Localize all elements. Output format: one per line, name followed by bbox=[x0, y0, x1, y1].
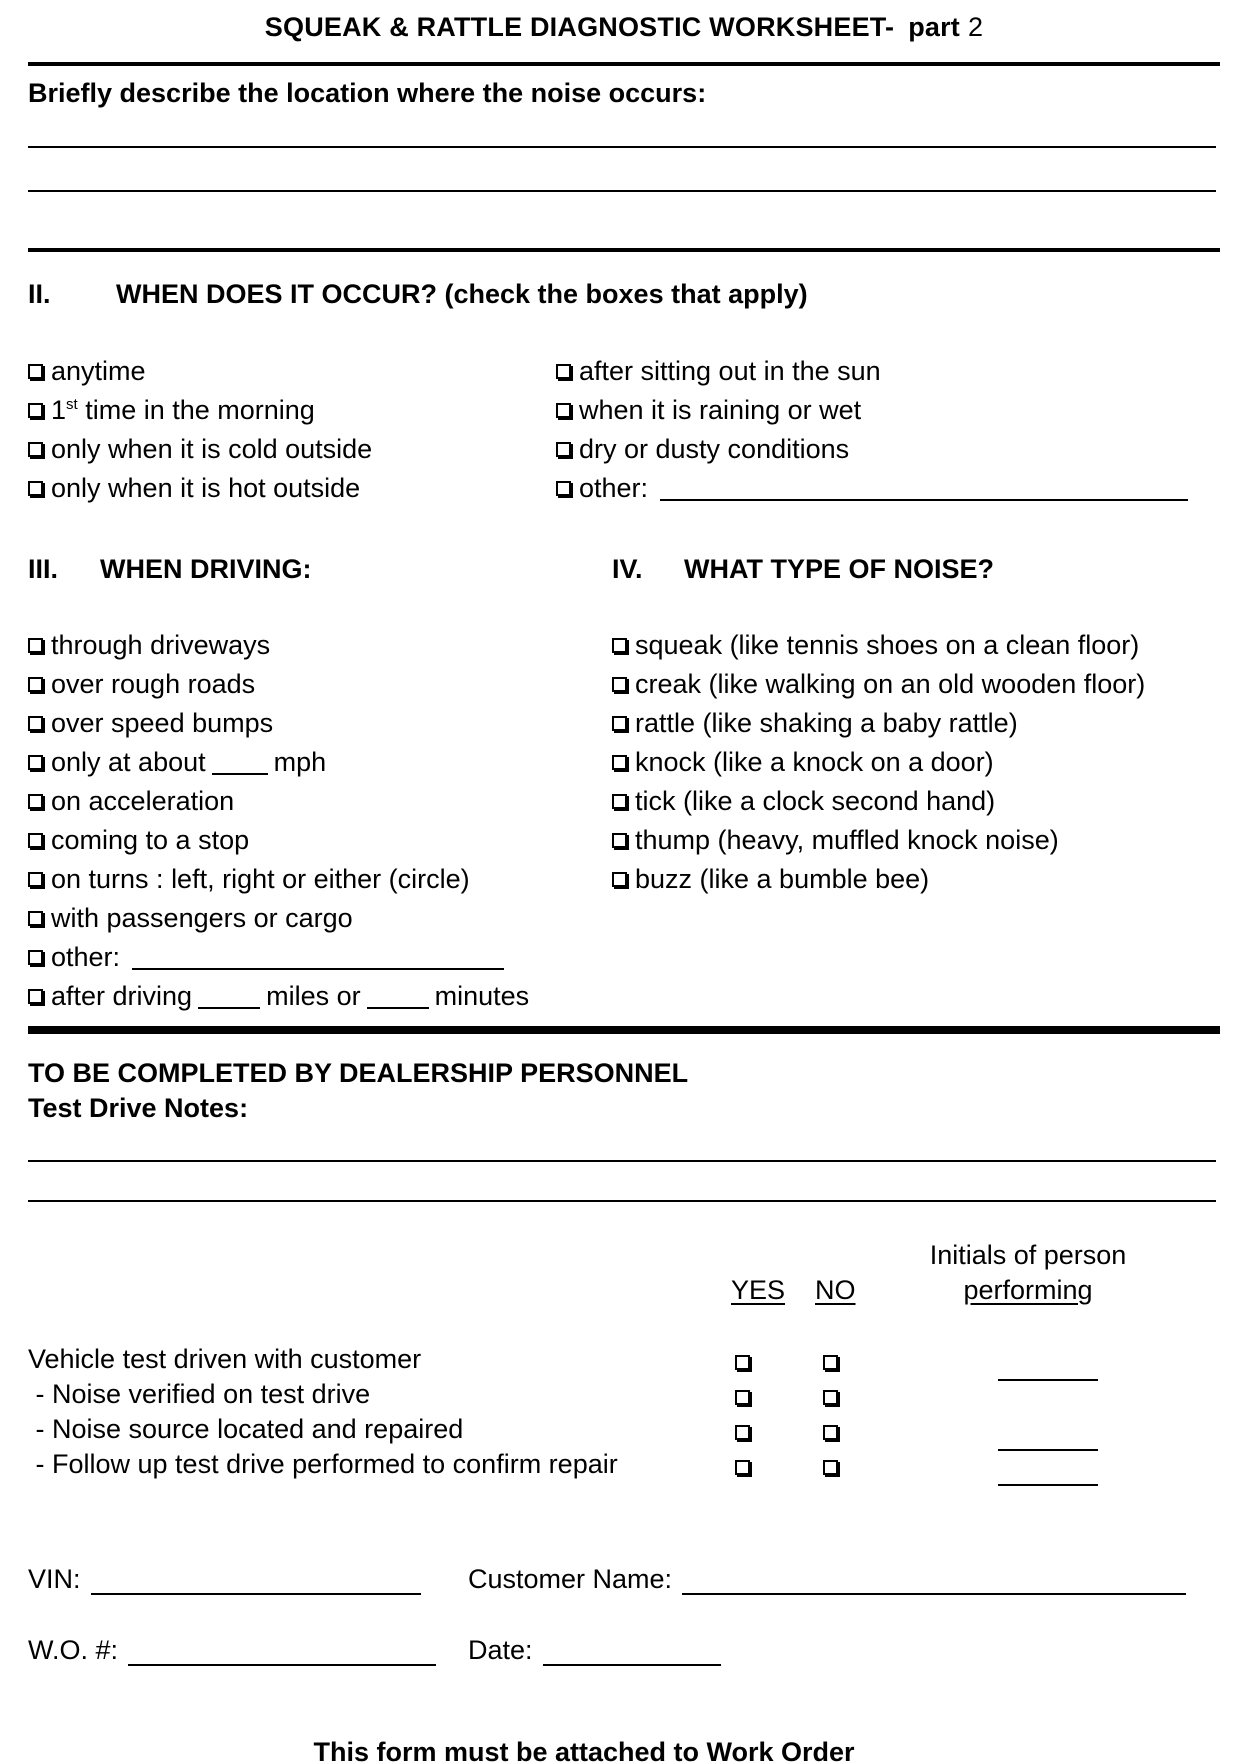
col-initials-label-1: Initials of person bbox=[929, 1240, 1127, 1270]
checkbox[interactable] bbox=[612, 677, 627, 692]
noise-buzz-label: buzz (like a bumble bee) bbox=[635, 864, 930, 894]
row-noise-repaired-label: - Noise source located and repaired bbox=[28, 1414, 464, 1444]
date-input[interactable] bbox=[543, 1638, 721, 1666]
yes-checkbox-noise-verified[interactable] bbox=[735, 1390, 750, 1405]
driving-speed-bumps-label: over speed bumps bbox=[51, 708, 274, 738]
speed-input[interactable] bbox=[212, 751, 268, 775]
minutes-label: minutes bbox=[434, 981, 530, 1011]
col-no-label: NO bbox=[815, 1275, 856, 1305]
checkbox[interactable] bbox=[556, 442, 571, 457]
checkbox[interactable] bbox=[28, 755, 43, 770]
checkbox[interactable] bbox=[612, 716, 627, 731]
vin-field[interactable] bbox=[28, 1564, 421, 1595]
driving-acceleration[interactable] bbox=[28, 786, 234, 817]
when-raining-label: when it is raining or wet bbox=[579, 395, 862, 425]
col-initials-label-2: performing bbox=[963, 1275, 1093, 1305]
checkbox[interactable] bbox=[612, 755, 627, 770]
initials-input-follow-up[interactable] bbox=[998, 1484, 1098, 1486]
section-3-number: III. bbox=[28, 554, 59, 584]
no-checkbox-noise-verified[interactable] bbox=[823, 1390, 838, 1405]
section-2-number: II. bbox=[28, 279, 51, 309]
checkbox[interactable] bbox=[28, 677, 43, 692]
driving-other-label: other: bbox=[51, 942, 121, 972]
noise-rattle-label: rattle (like shaking a baby rattle) bbox=[635, 708, 1018, 738]
driving-after-label: after driving bbox=[51, 981, 193, 1011]
checkbox[interactable] bbox=[28, 481, 43, 496]
customer-name-field[interactable] bbox=[468, 1564, 1186, 1595]
when-cold-label: only when it is cold outside bbox=[51, 434, 373, 464]
checkbox[interactable] bbox=[556, 481, 571, 496]
location-line-2[interactable] bbox=[28, 190, 1216, 192]
checkbox[interactable] bbox=[612, 638, 627, 653]
when-other-label: other: bbox=[579, 473, 649, 503]
when-raining[interactable] bbox=[556, 395, 861, 426]
date-field[interactable] bbox=[468, 1635, 721, 1666]
checkbox[interactable] bbox=[612, 794, 627, 809]
when-dusty-label: dry or dusty conditions bbox=[579, 434, 850, 464]
noise-tick[interactable] bbox=[612, 786, 995, 817]
checkbox[interactable] bbox=[28, 442, 43, 457]
page-title bbox=[0, 12, 1248, 43]
checkbox[interactable] bbox=[28, 403, 43, 418]
checkbox[interactable] bbox=[28, 911, 43, 926]
when-first-time-label: 1st time in the morning bbox=[51, 395, 315, 425]
when-first-time-morning[interactable] bbox=[28, 395, 315, 426]
noise-creak-label: creak (like walking on an old wooden floor) bbox=[635, 669, 1146, 699]
vin-label: VIN: bbox=[28, 1564, 81, 1594]
when-other[interactable] bbox=[556, 473, 1194, 504]
driving-passengers[interactable] bbox=[28, 903, 353, 934]
notes-line-2[interactable] bbox=[28, 1200, 1216, 1202]
initials-input-noise-repaired[interactable] bbox=[998, 1449, 1098, 1451]
title-divider bbox=[28, 62, 1220, 66]
date-label: Date: bbox=[468, 1635, 533, 1665]
driving-rough-roads-label: over rough roads bbox=[51, 669, 256, 699]
driving-other-input[interactable] bbox=[132, 946, 504, 970]
when-hot-outside[interactable] bbox=[28, 473, 360, 504]
section-3-heading bbox=[28, 554, 312, 585]
customer-name-input[interactable] bbox=[682, 1567, 1186, 1595]
section-divider bbox=[28, 248, 1220, 252]
when-cold-outside[interactable] bbox=[28, 434, 372, 465]
checkbox[interactable] bbox=[28, 872, 43, 887]
driving-turns[interactable] bbox=[28, 864, 470, 895]
dealer-heading: TO BE COMPLETED BY DEALERSHIP PERSONNEL bbox=[28, 1058, 689, 1088]
col-yes-label: YES bbox=[731, 1275, 786, 1305]
section-4-title: WHAT TYPE OF NOISE? bbox=[684, 554, 994, 584]
vin-input[interactable] bbox=[91, 1567, 421, 1595]
test-drive-notes-label: Test Drive Notes: bbox=[28, 1093, 249, 1123]
customer-name-label: Customer Name: bbox=[468, 1564, 673, 1594]
when-sun-label: after sitting out in the sun bbox=[579, 356, 881, 386]
row-test-driven-label: Vehicle test driven with customer bbox=[28, 1344, 422, 1374]
miles-or-label: miles or bbox=[266, 981, 361, 1011]
driving-passengers-label: with passengers or cargo bbox=[51, 903, 353, 933]
driving-other[interactable] bbox=[28, 942, 510, 973]
footer-note: This form must be attached to Work Order bbox=[313, 1741, 855, 1764]
when-sun[interactable] bbox=[556, 356, 881, 387]
when-anytime[interactable] bbox=[28, 356, 146, 387]
no-checkbox-noise-repaired[interactable] bbox=[823, 1425, 838, 1440]
noise-creak[interactable] bbox=[612, 669, 1145, 700]
when-hot-label: only when it is hot outside bbox=[51, 473, 361, 503]
noise-knock[interactable] bbox=[612, 747, 994, 778]
driving-driveways[interactable] bbox=[28, 630, 270, 661]
section-4-heading bbox=[612, 554, 994, 585]
initials-input-test-driven[interactable] bbox=[998, 1379, 1098, 1381]
noise-squeak-label: squeak (like tennis shoes on a clean floor) bbox=[635, 630, 1140, 660]
yes-checkbox-test-driven[interactable] bbox=[735, 1355, 750, 1370]
driving-turns-label: on turns : left, right or either (circle) bbox=[51, 864, 470, 894]
driving-speed-bumps[interactable] bbox=[28, 708, 273, 739]
driving-rough-roads[interactable] bbox=[28, 669, 255, 700]
driving-after[interactable] bbox=[28, 981, 529, 1012]
noise-tick-label: tick (like a clock second hand) bbox=[635, 786, 996, 816]
when-other-input[interactable] bbox=[660, 477, 1188, 501]
driving-at-speed[interactable] bbox=[28, 747, 326, 778]
noise-rattle[interactable] bbox=[612, 708, 1018, 739]
minutes-input[interactable] bbox=[367, 985, 429, 1009]
noise-thump[interactable] bbox=[612, 825, 1059, 856]
driving-stop-label: coming to a stop bbox=[51, 825, 250, 855]
noise-buzz[interactable] bbox=[612, 864, 929, 895]
wo-input[interactable] bbox=[128, 1638, 436, 1666]
checkbox[interactable] bbox=[612, 872, 627, 887]
checkbox[interactable] bbox=[28, 364, 43, 379]
dealer-divider bbox=[28, 1026, 1220, 1034]
driving-at-speed-label: only at about bbox=[51, 747, 206, 777]
location-prompt: Briefly describe the location where the noise occurs: bbox=[28, 78, 707, 108]
section-2-title: WHEN DOES IT OCCUR? (check the boxes that apply) bbox=[116, 279, 808, 309]
checkbox[interactable] bbox=[28, 989, 43, 1004]
noise-thump-label: thump (heavy, muffled knock noise) bbox=[635, 825, 1059, 855]
checkbox[interactable] bbox=[28, 716, 43, 731]
wo-field[interactable] bbox=[28, 1635, 436, 1666]
row-follow-up-label: - Follow up test drive performed to confirm repair bbox=[28, 1449, 618, 1479]
wo-label: W.O. #: bbox=[28, 1635, 119, 1665]
title-part-number: 2 bbox=[968, 12, 984, 42]
checkbox[interactable] bbox=[556, 364, 571, 379]
checkbox[interactable] bbox=[556, 403, 571, 418]
title-main: SQUEAK & RATTLE DIAGNOSTIC WORKSHEET- bbox=[264, 12, 895, 42]
driving-stop[interactable] bbox=[28, 825, 249, 856]
no-checkbox-test-driven[interactable] bbox=[823, 1355, 838, 1370]
no-checkbox-follow-up[interactable] bbox=[823, 1460, 838, 1475]
when-dusty[interactable] bbox=[556, 434, 849, 465]
section-4-number: IV. bbox=[612, 554, 643, 584]
mph-label: mph bbox=[273, 747, 327, 777]
location-line-1[interactable] bbox=[28, 146, 1216, 148]
checkbox[interactable] bbox=[28, 794, 43, 809]
driving-driveways-label: through driveways bbox=[51, 630, 271, 660]
checkbox[interactable] bbox=[28, 950, 43, 965]
checkbox[interactable] bbox=[612, 833, 627, 848]
section-3-title: WHEN DRIVING: bbox=[100, 554, 312, 584]
notes-line-1[interactable] bbox=[28, 1160, 1216, 1162]
checkbox[interactable] bbox=[28, 638, 43, 653]
noise-knock-label: knock (like a knock on a door) bbox=[635, 747, 994, 777]
when-anytime-label: anytime bbox=[51, 356, 146, 386]
section-2-heading bbox=[28, 279, 808, 310]
row-noise-verified-label: - Noise verified on test drive bbox=[28, 1379, 371, 1409]
yes-checkbox-noise-repaired[interactable] bbox=[735, 1425, 750, 1440]
driving-acceleration-label: on acceleration bbox=[51, 786, 235, 816]
yes-checkbox-follow-up[interactable] bbox=[735, 1460, 750, 1475]
miles-input[interactable] bbox=[198, 985, 260, 1009]
title-part: part bbox=[908, 12, 960, 42]
checkbox[interactable] bbox=[28, 833, 43, 848]
noise-squeak[interactable] bbox=[612, 630, 1139, 661]
